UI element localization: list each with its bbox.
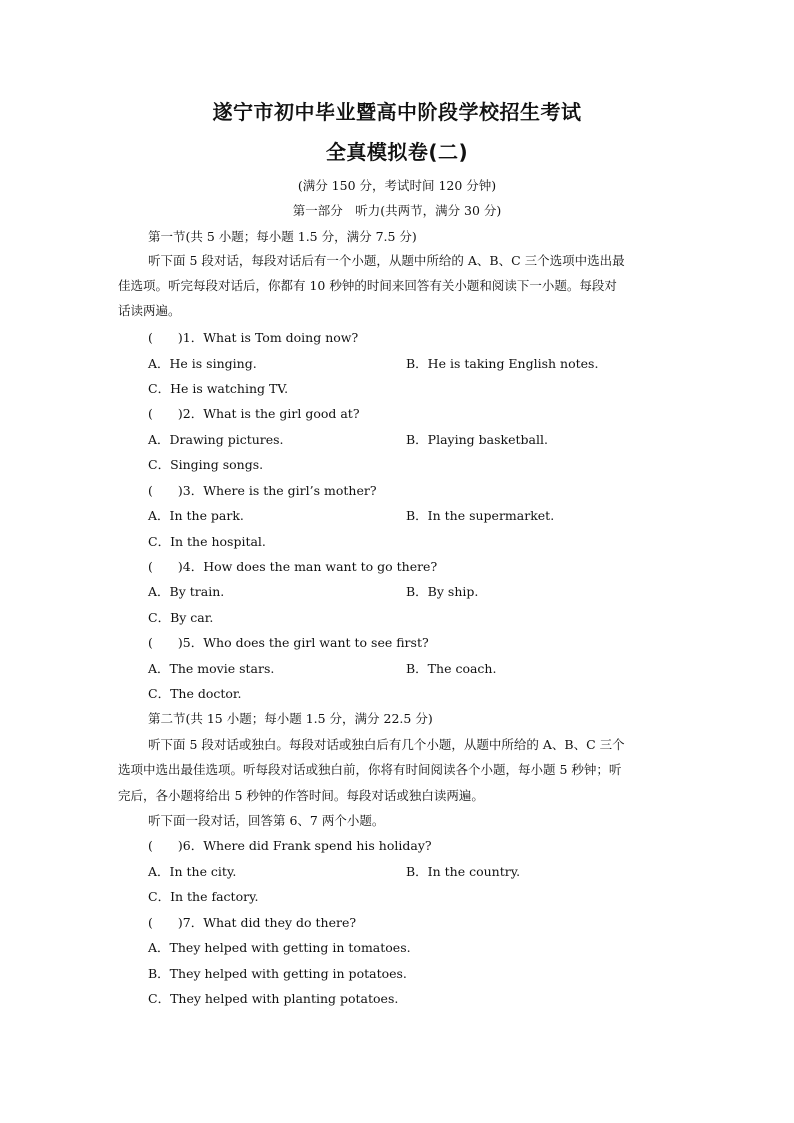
- option-c: C．By car.: [148, 610, 214, 625]
- dialogue-intro: 听下面一段对话，回答第 6、7 两个小题。: [148, 813, 385, 828]
- option-a: A．In the city.: [148, 864, 237, 879]
- option-b: B．In the supermarket.: [406, 508, 555, 523]
- option-b: B．In the country.: [406, 864, 521, 879]
- question-stem: ( )3．Where is the girl’s mother?: [148, 483, 377, 498]
- exam-info: (满分 150 分，考试时间 120 分钟): [297, 178, 497, 193]
- option-c: C．The doctor.: [148, 686, 242, 701]
- question-stem: ( )1．What is Tom doing now?: [148, 330, 359, 345]
- question-stem: ( )2．What is the girl good at?: [148, 406, 360, 421]
- section2-heading: 第二节(共 15 小题；每小题 1.5 分，满分 22.5 分): [148, 711, 433, 726]
- option-a: A．Drawing pictures.: [148, 432, 284, 447]
- option-a: A．He is singing.: [148, 356, 257, 371]
- option-b: B．Playing basketball.: [406, 432, 548, 447]
- option-c: C．Singing songs.: [148, 457, 264, 472]
- option-a: A．They helped with getting in tomatoes.: [148, 940, 411, 955]
- exam-subtitle: 全真模拟卷(二): [325, 140, 469, 164]
- section1-instruction-line: 佳选项。听完每段对话后，你都有 10 秒钟的时间来回答有关小题和阅读下一小题。每段对: [118, 278, 617, 293]
- section2-instruction-line: 听下面 5 段对话或独白。每段对话或独白后有几个小题，从题中所给的 A、B、C 三个: [148, 737, 625, 752]
- part-heading: 第一部分 听力(共两节，满分 30 分): [292, 203, 502, 218]
- option-c: C．In the hospital.: [148, 534, 266, 549]
- option-b: B．By ship.: [406, 584, 479, 599]
- option-c: C．He is watching TV.: [148, 381, 289, 396]
- section2-instruction-line: 完后，各小题将给出 5 秒钟的作答时间。每段对话或独白读两遍。: [118, 788, 484, 803]
- section1-heading: 第一节(共 5 小题；每小题 1.5 分，满分 7.5 分): [148, 229, 417, 244]
- option-b: B．They helped with getting in potatoes.: [148, 966, 407, 981]
- option-a: A．By train.: [148, 584, 225, 599]
- section2-instruction-line: 选项中选出最佳选项。听每段对话或独白前，你将有时间阅读各个小题，每小题 5 秒钟；听: [118, 762, 622, 777]
- option-a: A．In the park.: [148, 508, 244, 523]
- question-stem: ( )6．Where did Frank spend his holiday?: [148, 838, 432, 853]
- option-c: C．They helped with planting potatoes.: [148, 991, 399, 1006]
- option-c: C．In the factory.: [148, 889, 259, 904]
- exam-title: 遂宁市初中毕业暨高中阶段学校招生考试: [212, 100, 582, 124]
- option-b: B．He is taking English notes.: [406, 356, 599, 371]
- question-stem: ( )4．How does the man want to go there?: [148, 559, 438, 574]
- question-stem: ( )7．What did they do there?: [148, 915, 357, 930]
- section1-instruction-line: 听下面 5 段对话，每段对话后有一个小题，从题中所给的 A、B、C 三个选项中选出最: [148, 253, 625, 268]
- question-stem: ( )5．Who does the girl want to see first?: [148, 635, 429, 650]
- option-b: B．The coach.: [406, 661, 497, 676]
- option-a: A．The movie stars.: [148, 661, 275, 676]
- section1-instruction-line: 话读两遍。: [118, 303, 181, 318]
